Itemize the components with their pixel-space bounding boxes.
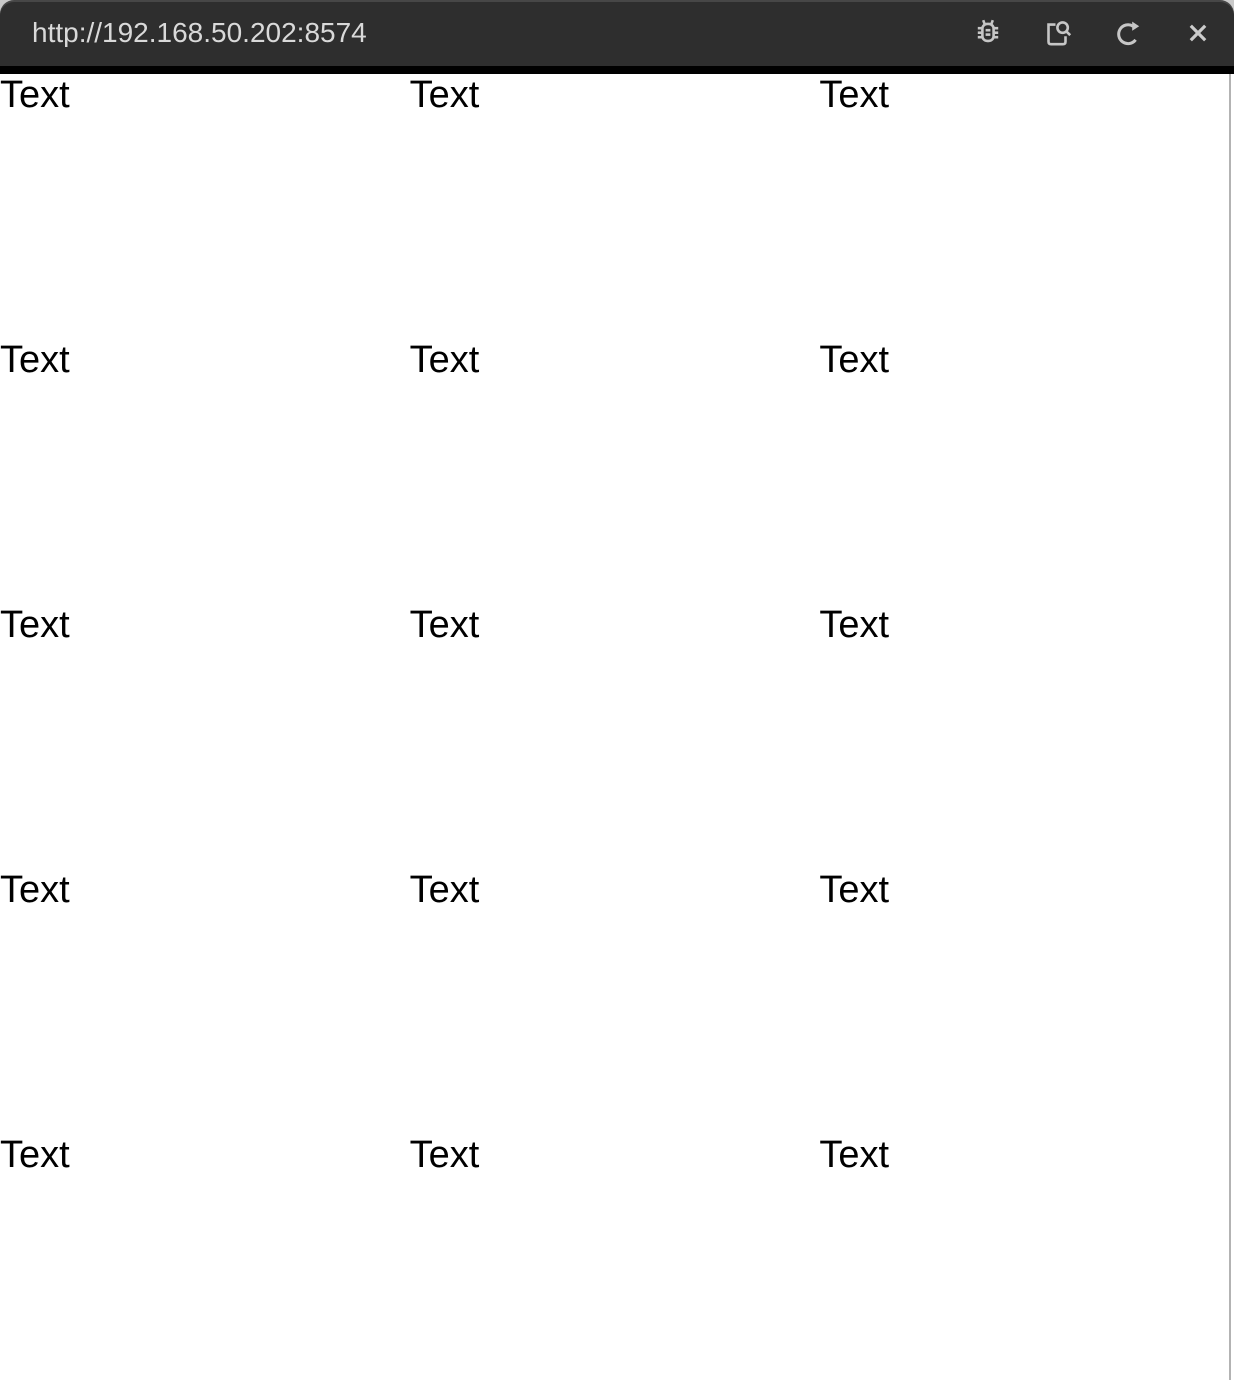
grid-cell-text: Text <box>0 73 70 116</box>
grid-cell-text: Text <box>0 603 70 646</box>
close-button[interactable] <box>1182 17 1214 49</box>
inspect-page-icon <box>1042 17 1074 49</box>
reload-icon <box>1112 17 1144 49</box>
titlebar-bottom-strip <box>0 66 1234 74</box>
grid-cell-text: Text <box>0 338 70 381</box>
grid-cell-text: Text <box>409 868 480 911</box>
reload-button[interactable] <box>1112 17 1144 49</box>
browser-titlebar <box>0 0 1234 66</box>
titlebar-backdrop <box>0 0 1234 66</box>
grid-cell-text: Text <box>819 338 890 381</box>
grid-cell-text: Text <box>819 603 890 646</box>
inspect-page-button[interactable] <box>1042 17 1074 49</box>
debug-button[interactable] <box>972 17 1004 49</box>
grid-cell-text: Text <box>409 1133 480 1176</box>
grid-cell-text: Text <box>409 338 480 381</box>
grid-cell-text: Text <box>0 1133 70 1176</box>
titlebar-buttons <box>972 17 1214 49</box>
grid-cell-text: Text <box>819 868 890 911</box>
grid-cell-text: Text <box>819 73 890 116</box>
grid-cell-text: Text <box>0 868 70 911</box>
bug-icon <box>972 17 1004 49</box>
window-right-edge <box>1229 74 1231 1380</box>
grid-cell-text: Text <box>409 603 480 646</box>
page-content <box>0 74 1234 1380</box>
grid-cell-text: Text <box>819 1133 890 1176</box>
text-grid <box>0 74 1229 1380</box>
url-address[interactable]: http://192.168.50.202:8574 <box>32 19 367 47</box>
close-icon <box>1182 17 1214 49</box>
grid-cell-text: Text <box>409 73 480 116</box>
